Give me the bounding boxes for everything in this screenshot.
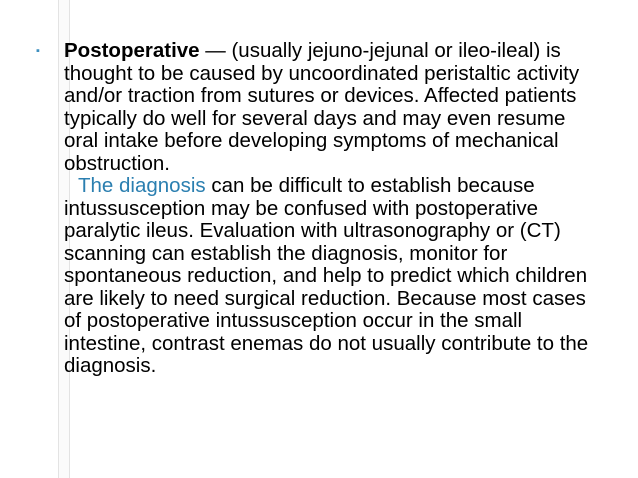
paragraph-1-text: (usually jejuno-jejunal or ileo-ileal) is thought to be caused by uncoordinated peristaltic activity and/or traction from sutures or devices. Affected patients typically do well for several days and may even resume oral intake before developing symptoms of mechanical obstruction. <box>64 39 580 175</box>
bullet-icon: ▪ <box>36 45 40 57</box>
diagnosis-highlight: The diagnosis <box>78 174 206 197</box>
term-postoperative: Postoperative <box>64 39 200 62</box>
term-dash: — <box>199 39 232 62</box>
slide-body <box>36 40 596 378</box>
paragraph-postoperative <box>36 40 594 175</box>
paragraph-2-text: can be difficult to establish because intussusception may be confused with postoperative paralytic ileus. Evaluation with ultrasonography or (CT) scanning can establish the diagnosis, monitor for spontaneous reduction, and help to predict which children are likely to need surgical reduction. Because most cases of postoperative intussusception occur in the small intestine, contrast enemas do not usually contribute to the diagnosis. <box>64 174 589 377</box>
paragraph-diagnosis <box>36 175 594 378</box>
